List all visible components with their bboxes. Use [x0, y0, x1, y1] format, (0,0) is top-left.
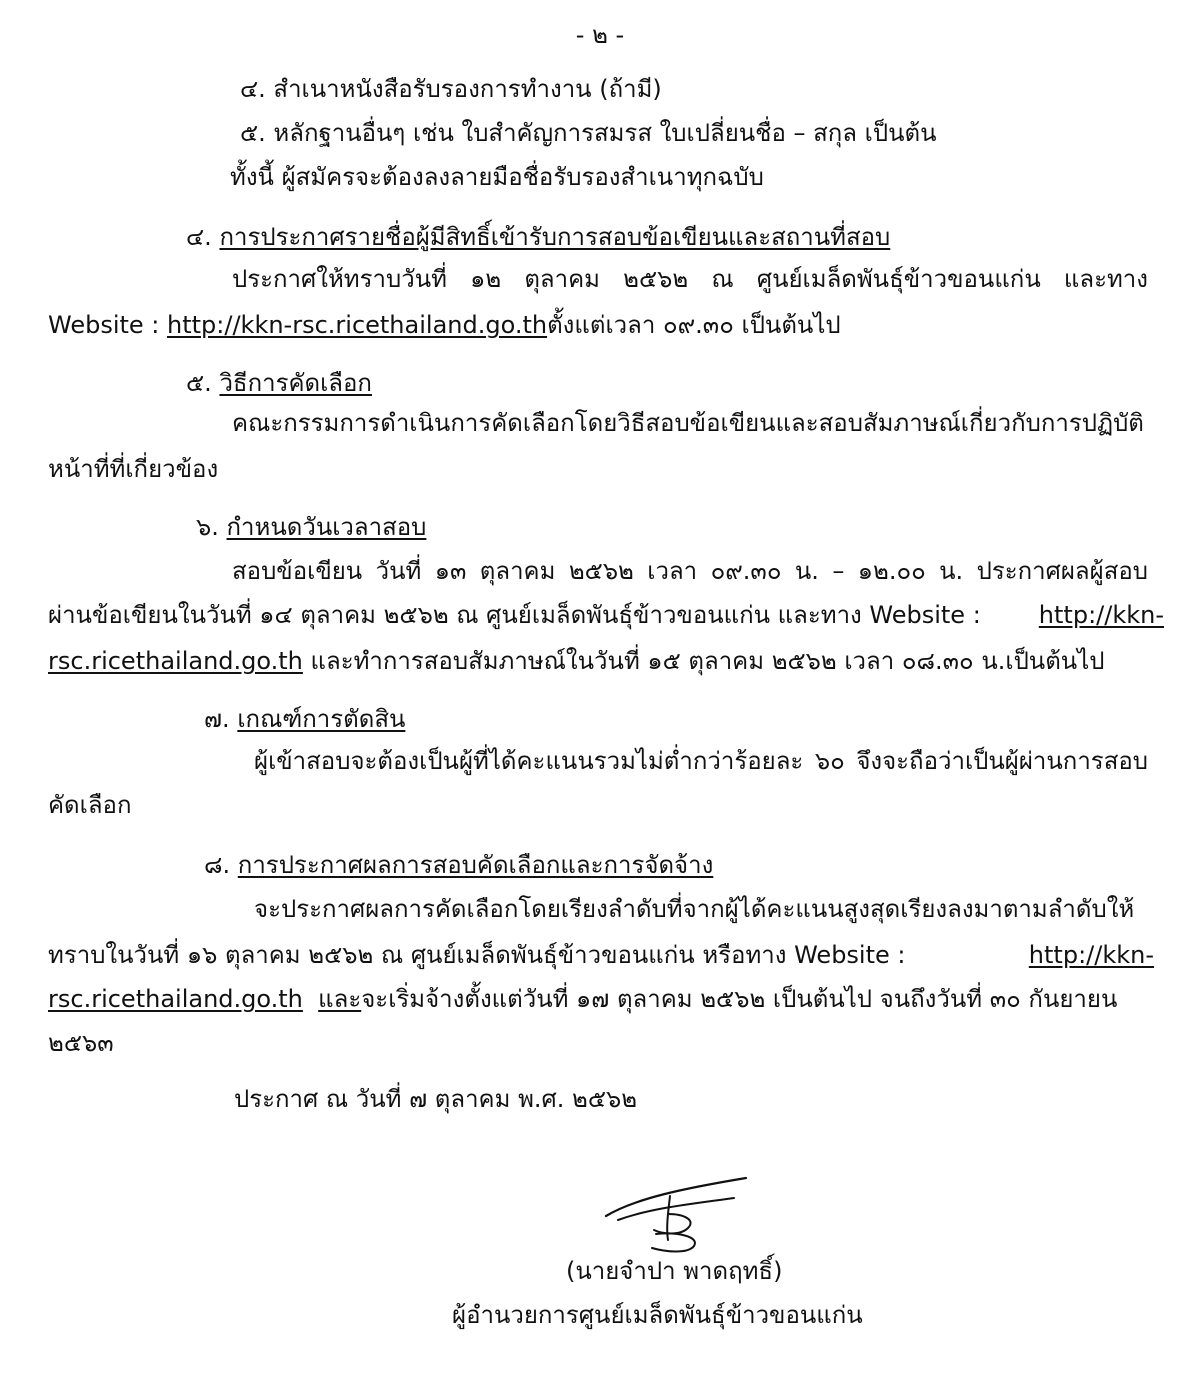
website-link[interactable]: http://kkn-rsc.ricethailand.go.th [167, 311, 548, 339]
section-8-link-part1[interactable]: http://kkn- [1028, 941, 1154, 969]
section-6-interview: และทำการสอบสัมภาษณ์ในวันที่ ๑๕ ตุลาคม ๒๕๖๒ เวลา ๐๘.๓๐ น.เป็นต้นไป [302, 647, 1105, 675]
section-7-title: เกณฑ์การตัดสิน [237, 705, 406, 733]
section-6-link-part1[interactable]: http://kkn- [1038, 601, 1164, 629]
section-8-title: การประกาศผลการสอบคัดเลือกและการจัดจ้าง [237, 851, 714, 879]
section-8-line2 [48, 940, 1154, 970]
section-8-link-part2[interactable]: rsc.ricethailand.go.th [48, 985, 303, 1013]
section-4-line1: ประกาศให้ทราบวันที่ ๑๒ ตุลาคม ๒๕๖๒ ณ ศูนย์เมล็ดพันธุ์ข้าวขอนแก่น และทาง [232, 265, 1148, 293]
section-8-employment: จะเริ่มจ้างตั้งแต่วันที่ ๑๗ ตุลาคม ๒๕๖๒ เป็นต้นไป จนถึงวันที่ ๓๐ กันยายน [361, 985, 1118, 1013]
section-8-number: ๘. [204, 851, 231, 879]
section-4-line2 [48, 310, 841, 340]
website-label: Website : [48, 311, 168, 339]
section-4-time: ตั้งแต่เวลา ๐๙.๓๐ เป็นต้นไป [547, 311, 841, 339]
section-8-line4: ๒๕๖๓ [48, 1029, 114, 1057]
section-6-line2 [48, 600, 1164, 630]
section-6-link-part2[interactable]: rsc.ricethailand.go.th [48, 647, 303, 675]
section-8-heading [204, 850, 713, 880]
section-5-line1: คณะกรรมการดำเนินการคัดเลือกโดยวิธีสอบข้อเขียนและสอบสัมภาษณ์เกี่ยวกับการปฏิบัติ [232, 409, 1144, 437]
section-8-line1: จะประกาศผลการคัดเลือกโดยเรียงลำดับที่จากผู้ได้คะแนนสูงสุดเรียงลงมาตามลำดับให้ [254, 895, 1135, 923]
section-7-line2: คัดเลือก [48, 791, 132, 819]
signature-image [596, 1168, 756, 1258]
section-5-number: ๕. [186, 369, 212, 397]
section-6-number: ๖. [196, 513, 219, 541]
section-8-line3 [48, 984, 1117, 1014]
doc-item-4: ๔. สำเนาหนังสือรับรองการทำงาน (ถ้ามี) [240, 75, 662, 103]
section-8-line2-text: ทราบในวันที่ ๑๖ ตุลาคม ๒๕๖๒ ณ ศูนย์เมล็ดพันธุ์ข้าวขอนแก่น หรือทาง Website : [48, 941, 906, 969]
doc-item-5: ๕. หลักฐานอื่นๆ เช่น ใบสำคัญการสมรส ใบเปลี่ยนชื่อ – สกุล เป็นต้น [240, 119, 937, 147]
section-7-line1: ผู้เข้าสอบจะต้องเป็นผู้ที่ได้คะแนนรวมไม่ต่ำกว่าร้อยละ ๖๐ จึงจะถือว่าเป็นผู้ผ่านการสอบ [254, 747, 1148, 775]
section-5-line2: หน้าที่ที่เกี่ยวข้อง [48, 455, 219, 483]
section-7-number: ๗. [204, 705, 230, 733]
page-number: - ๒ - [575, 21, 625, 49]
section-6-line1: สอบข้อเขียน วันที่ ๑๓ ตุลาคม ๒๕๖๒ เวลา ๐๙.๓๐ น. – ๑๒.๐๐ น. ประกาศผลผู้สอบ [232, 557, 1148, 585]
section-6-line2-text: ผ่านข้อเขียนในวันที่ ๑๔ ตุลาคม ๒๕๖๒ ณ ศูนย์เมล็ดพันธุ์ข้าวขอนแก่น และทาง Website : [48, 601, 981, 629]
section-4-heading [186, 222, 890, 252]
docs-note: ทั้งนี้ ผู้สมัครจะต้องลงลายมือชื่อรับรองสำเนาทุกฉบับ [230, 163, 764, 191]
section-6-title: กำหนดวันเวลาสอบ [226, 513, 427, 541]
section-7-heading [204, 704, 405, 734]
section-6-heading [196, 512, 426, 542]
section-8-link-and[interactable]: และ [318, 985, 362, 1013]
signatory-title: ผู้อำนวยการศูนย์เมล็ดพันธุ์ข้าวขอนแก่น [452, 1301, 863, 1329]
section-4-number: ๔. [186, 223, 212, 251]
section-5-heading [186, 368, 372, 398]
announce-date: ประกาศ ณ วันที่ ๗ ตุลาคม พ.ศ. ๒๕๖๒ [234, 1085, 638, 1113]
section-5-title: วิธีการคัดเลือก [219, 369, 372, 397]
section-6-line3 [48, 646, 1105, 676]
section-4-title: การประกาศรายชื่อผู้มีสิทธิ์เข้ารับการสอบข้อเขียนและสถานที่สอบ [219, 223, 891, 251]
signatory-name: (นายจำปา พาดฤทธิ์) [566, 1257, 783, 1285]
